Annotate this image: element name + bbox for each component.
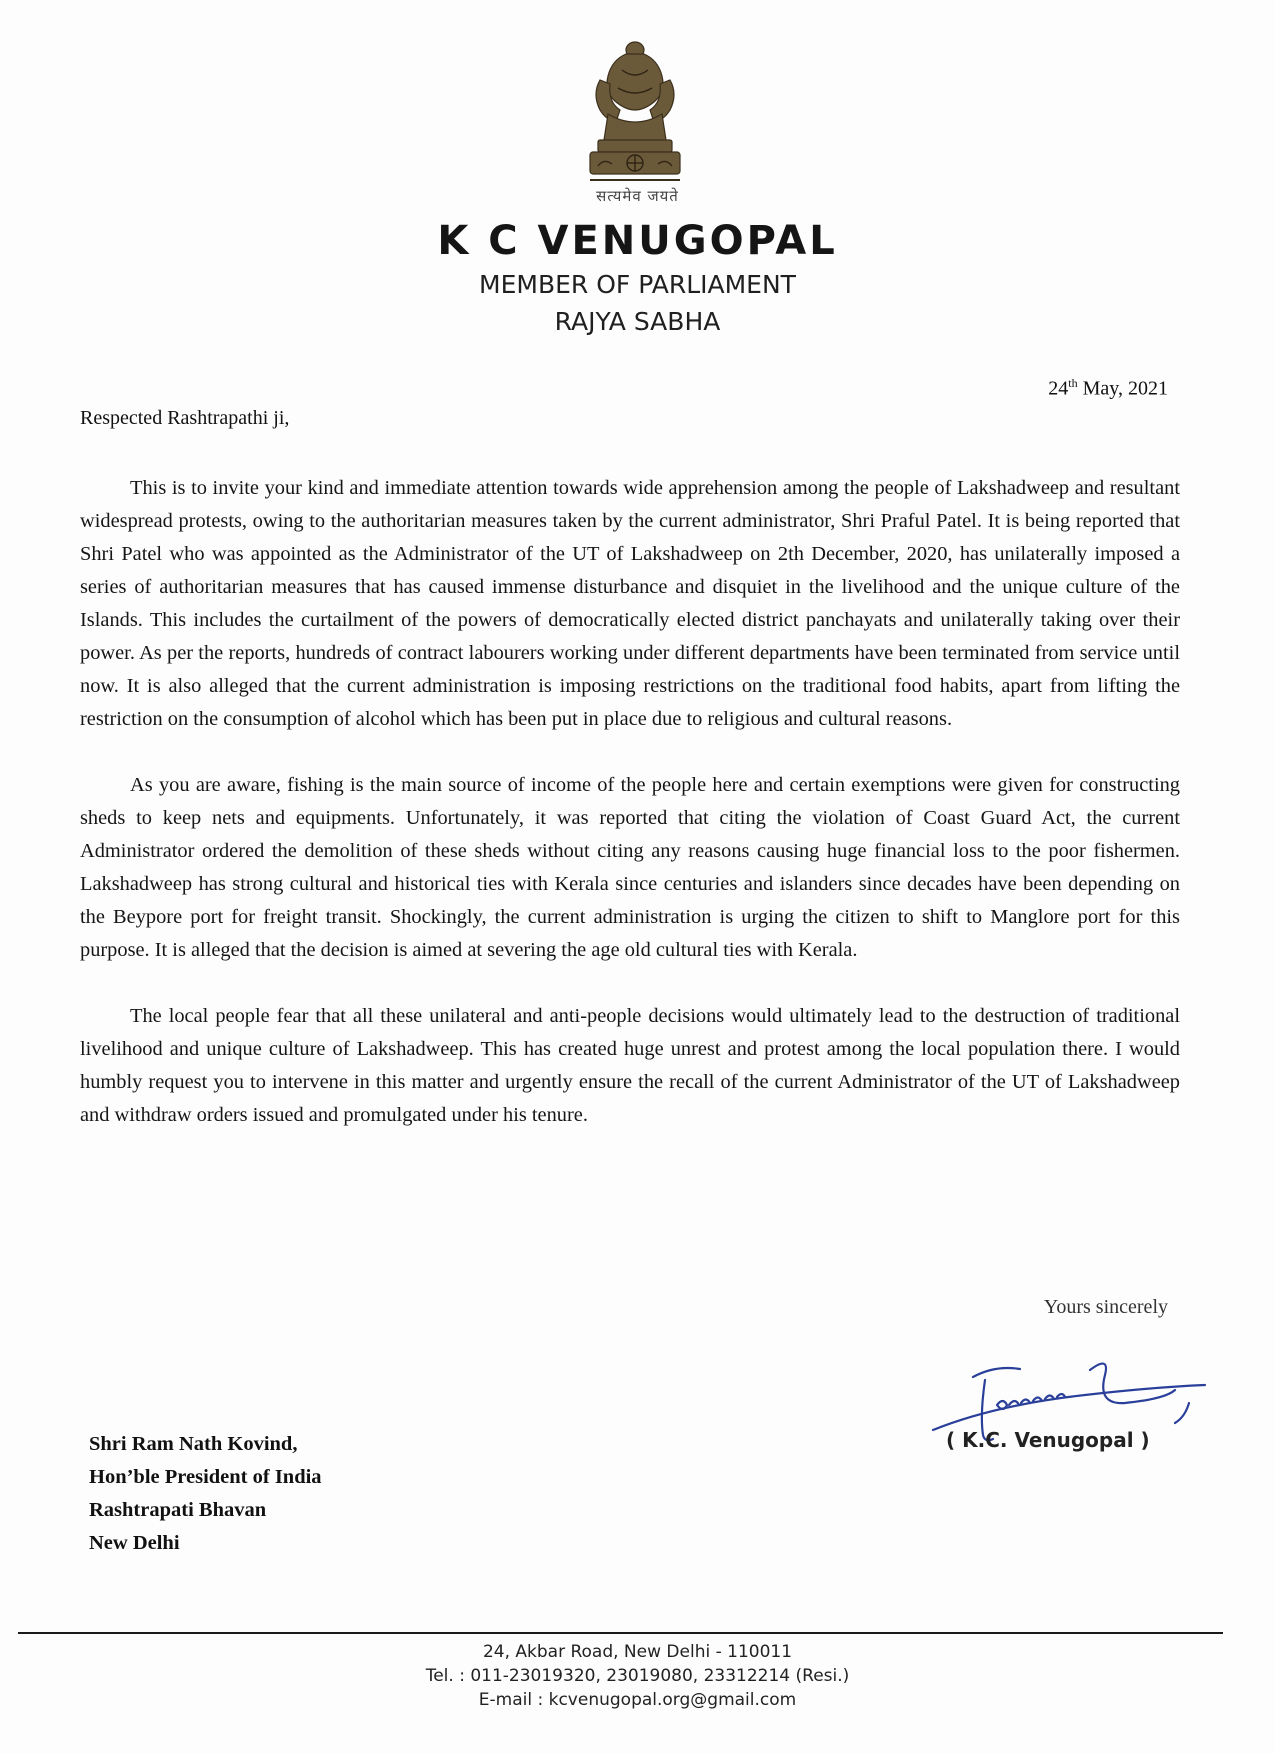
letter-date (1048, 376, 1168, 401)
footer-contact (0, 1640, 1275, 1712)
footer-divider (18, 1632, 1223, 1634)
letterhead-name: K C VENUGOPAL (437, 218, 838, 264)
salutation: Respected Rashtrapathi ji, (80, 407, 290, 429)
footer-email: E-mail : kcvenugopal.org@gmail.com (478, 1690, 797, 1710)
addressee-line: Shri Ram Nath Kovind, (89, 1433, 298, 1455)
addressee-line: Rashtrapati Bhavan (89, 1499, 267, 1521)
date-day: 24 (1048, 377, 1069, 400)
letterhead-designation: MEMBER OF PARLIAMENT (479, 270, 796, 299)
body-paragraph: The local people fear that all these unilateral and anti-people decisions would ultimately lead to the destruction of traditional livelihood and unique culture of Lakshadweep. This has created huge unrest and protest among the local population there. I would humbly request you to intervene in this matter and urgently ensure the recall of the current Administrator of the UT of Lakshadweep and withdraw orders issued and promulgated under his tenure. (80, 1005, 1180, 1126)
footer-telephone: Tel. : 011-23019320, 23019080, 23312214 (Resi.) (425, 1666, 850, 1686)
footer-address: 24, Akbar Road, New Delhi - 110011 (482, 1642, 793, 1662)
addressee-line: New Delhi (89, 1532, 180, 1554)
national-emblem-icon (560, 40, 710, 202)
signer-name: ( K.C. Venugopal ) (946, 1428, 1150, 1452)
letter-body (80, 472, 1180, 1165)
body-paragraph: This is to invite your kind and immediate attention towards wide apprehension among the people of Lakshadweep and resultant widespread protests, owing to the authoritarian measures taken by the current administrator, Shri Praful Patel. It is being reported that Shri Patel who was appointed as the Administrator of the UT of Lakshadweep on 2th December, 2020, has unilaterally imposed a series of authoritarian measures that has caused immense disturbance and disquiet in the livelihood and the unique culture of the Islands. This includes the curtailment of the powers of democratically elected district panchayats and unilaterally taking over their power. As per the reports, hundreds of contract labourers working under different departments have been terminated from service until now. It is also alleged that the current administration is imposing restrictions on the traditional food habits, apart from lifting the restriction on the consumption of alcohol which has been put in place due to religious and cultural reasons. (80, 477, 1180, 730)
addressee-block (89, 1428, 322, 1560)
date-suffix: th (1068, 376, 1078, 390)
date-month-year: May, 2021 (1077, 377, 1168, 400)
body-paragraph: As you are aware, fishing is the main source of income of the people here and certain exemptions were given for constructing sheds to keep nets and equipments. Unfortunately, it was reported that citing the violation of Coast Guard Act, the current Administrator ordered the demolition of these sheds without citing any reasons causing huge financial loss to the poor fishermen. Lakshadweep has strong cultural and historical ties with Kerala since centuries and islanders since decades have been depending on the Beypore port for freight transit. Shockingly, the current administration is urging the citizen to shift to Manglore port for this purpose. It is alleged that the decision is aimed at severing the age old cultural ties with Kerala. (80, 774, 1180, 961)
letterhead-house: RAJYA SABHA (554, 307, 721, 336)
closing: Yours sincerely (1043, 1296, 1168, 1318)
addressee-line: Hon’ble President of India (89, 1466, 322, 1488)
emblem-motto: सत्यमेव जयते (596, 187, 679, 205)
